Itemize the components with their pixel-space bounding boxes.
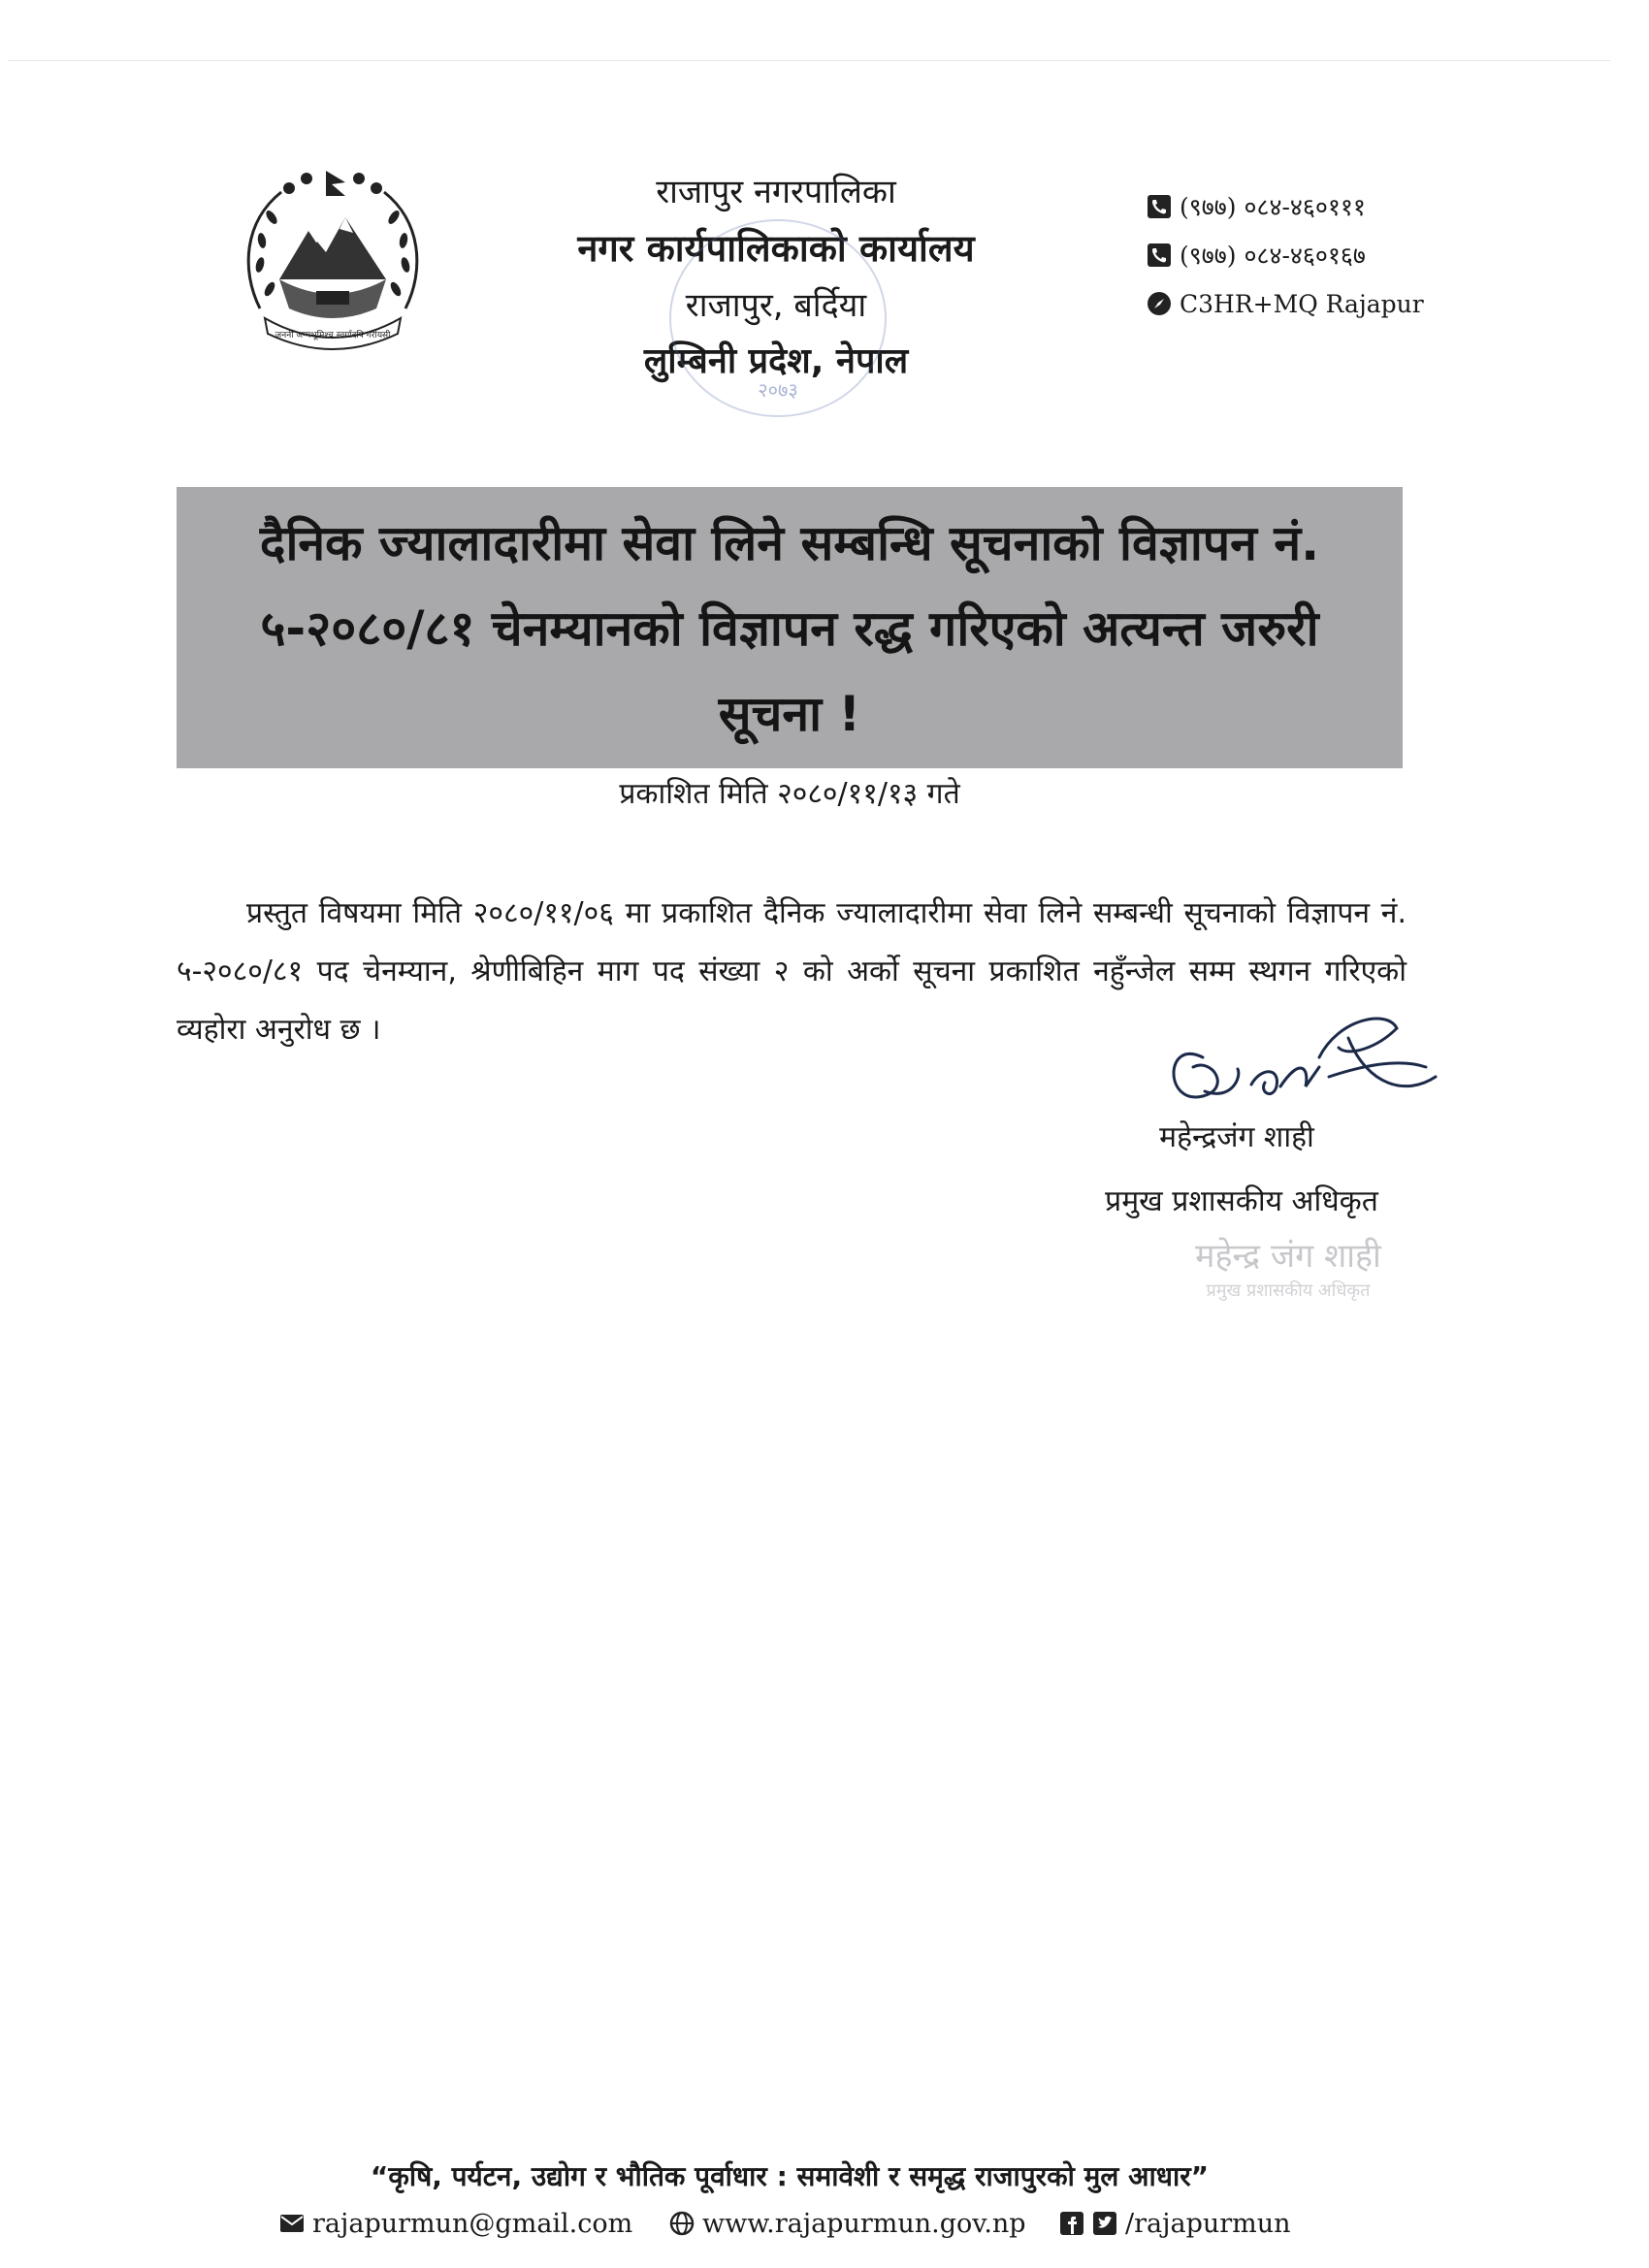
page-edge — [8, 60, 1610, 61]
location-row — [1147, 279, 1467, 328]
signatory-name: महेन्द्रजंग शाही — [1159, 1120, 1314, 1154]
plus-code-location[interactable]: C3HR+MQ Rajapur — [1180, 289, 1424, 318]
notice-title-line-3: सूचना ! — [718, 686, 861, 742]
phone-icon — [1147, 194, 1172, 219]
contact-block — [1147, 182, 1467, 328]
signatory-designation: प्रमुख प्रशासकीय अधिकृत — [1105, 1184, 1378, 1218]
globe-icon — [669, 2211, 695, 2236]
phone-number-2[interactable]: (९७७) ०८४-४६०१६७ — [1180, 242, 1366, 270]
stamp-name-text: महेन्द्र जंग शाही — [1195, 1237, 1381, 1276]
stamp-designation-text: प्रमुख प्रशासकीय अधिकृत — [1206, 1280, 1371, 1301]
phone-number-1[interactable]: (९७७) ०८४-४६०१११ — [1180, 193, 1366, 221]
notice-title-box — [177, 487, 1403, 768]
website-url[interactable]: www.rajapurmun.gov.np — [702, 2208, 1026, 2239]
nepal-emblem-icon — [231, 163, 435, 353]
compass-icon — [1147, 291, 1172, 316]
footer-website — [669, 2204, 1026, 2243]
twitter-icon — [1092, 2211, 1117, 2236]
office-province: लुम्बिनी प्रदेश, नेपाल — [643, 341, 909, 381]
municipality-name: राजापुर नगरपालिका — [656, 173, 896, 211]
notice-title-line-2: ५-२०८०/८१ चेनम्यानको विज्ञापन रद्ध गरिएको अत्यन्त जरुरी — [260, 600, 1319, 657]
stamp-year: २०७३ — [758, 378, 798, 402]
published-date: प्रकाशित मिति २०८०/११/१३ गते — [619, 777, 960, 811]
emblem-motto: जननी जन्मभूमिश्च स्वर्गादपि गरीयसी — [275, 331, 391, 340]
facebook-icon — [1059, 2211, 1084, 2236]
phone-row-1 — [1147, 182, 1467, 231]
office-name: नगर कार्यपालिकाको कार्यालय — [577, 227, 975, 270]
name-seal-stamp — [1172, 1228, 1405, 1306]
footer-email — [279, 2204, 632, 2243]
office-header — [504, 165, 1048, 390]
office-address: राजापुर, बर्दिया — [685, 286, 867, 325]
email-address[interactable]: rajapurmun@gmail.com — [312, 2208, 633, 2239]
envelope-icon — [279, 2214, 305, 2233]
signature-handwritten — [1145, 999, 1445, 1125]
social-handle[interactable]: /rajapurmun — [1125, 2208, 1291, 2239]
phone-row-2 — [1147, 231, 1467, 279]
notice-title-line-1: दैनिक ज्यालादारीमा सेवा लिने सम्बन्धि सूचनाको विज्ञापन नं. — [259, 515, 1320, 571]
notice-body: प्रस्तुत विषयमा मिति २०८०/११/०६ मा प्रकाशित दैनिक ज्यालादारीमा सेवा लिने सम्बन्धी सूचनाको विज्ञापन नं. ५-२०८०/८१ पद चेनम्यान, श्रेणीबिहिन माग पद संख्या २ को अर्को सूचना प्रकाशित नहुँन्जेल सम्म स्थगन गरिएको व्यहोरा अनुरोध छ । — [177, 896, 1406, 1047]
footer-social — [1059, 2204, 1291, 2243]
phone-icon — [1147, 243, 1172, 268]
footer-motto: “कृषि, पर्यटन, उद्योग र भौतिक पूर्वाधार : समावेशी र समृद्ध राजापुरको मुल आधार” — [370, 2160, 1210, 2192]
